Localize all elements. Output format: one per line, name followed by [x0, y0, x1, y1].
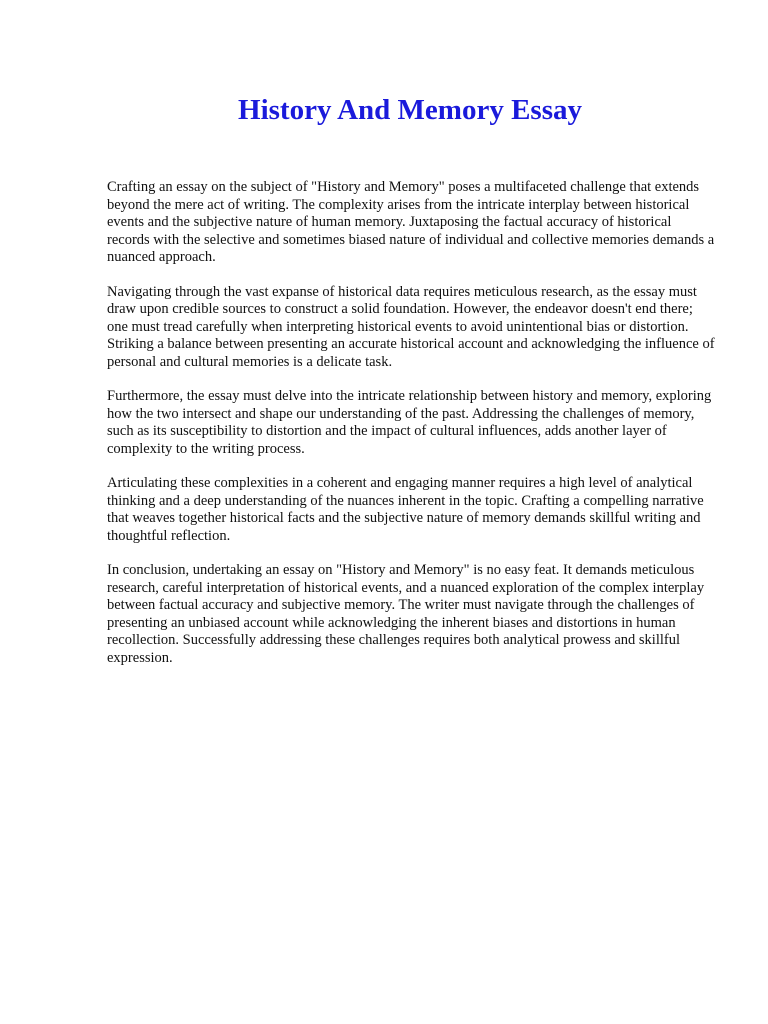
essay-paragraph-2: Navigating through the vast expanse of historical data requires meticulous research, as the essay must draw upon credible sources to construct a solid foundation. However, the endeavor doesn't end there; one must tread carefully when interpreting historical events to avoid unintentional bias or distortion. Striking a balance between presenting an accurate historical account and acknowledging the influence of personal and cultural memories is a delicate task.	[107, 283, 715, 370]
essay-paragraph-3: Furthermore, the essay must delve into the intricate relationship between history and memory, exploring how the two intersect and shape our understanding of the past. Addressing the challenges of memory, such as its susceptibility to distortion and the impact of cultural influences, adds another layer of complexity to the writing process.	[107, 388, 712, 457]
essay-paragraph-4: Articulating these complexities in a coherent and engaging manner requires a high level of analytical thinking and a deep understanding of the nuances inherent in the topic. Crafting a compelling narrative that weaves together historical facts and the subjective nature of memory demands skillful writing and thoughtful reflection.	[107, 475, 704, 544]
document-title: History And Memory Essay	[238, 94, 582, 126]
essay-paragraph-1: Crafting an essay on the subject of "History and Memory" poses a multifaceted challenge that extends beyond the mere act of writing. The complexity arises from the intricate interplay between historical events and the subjective nature of human memory. Juxtaposing the factual accuracy of historical records with the selective and sometimes biased nature of individual and collective memories demands a nuanced approach.	[107, 179, 715, 265]
essay-body	[107, 179, 715, 684]
essay-paragraph-5: In conclusion, undertaking an essay on "History and Memory" is no easy feat. It demands meticulous research, careful interpretation of historical events, and a nuanced exploration of the complex interplay between factual accuracy and subjective memory. The writer must navigate through the challenges of presenting an unbiased account while acknowledging the inherent biases and distortions in human recollection. Successfully addressing these challenges requires both analytical prowess and skillful expression.	[107, 562, 705, 666]
